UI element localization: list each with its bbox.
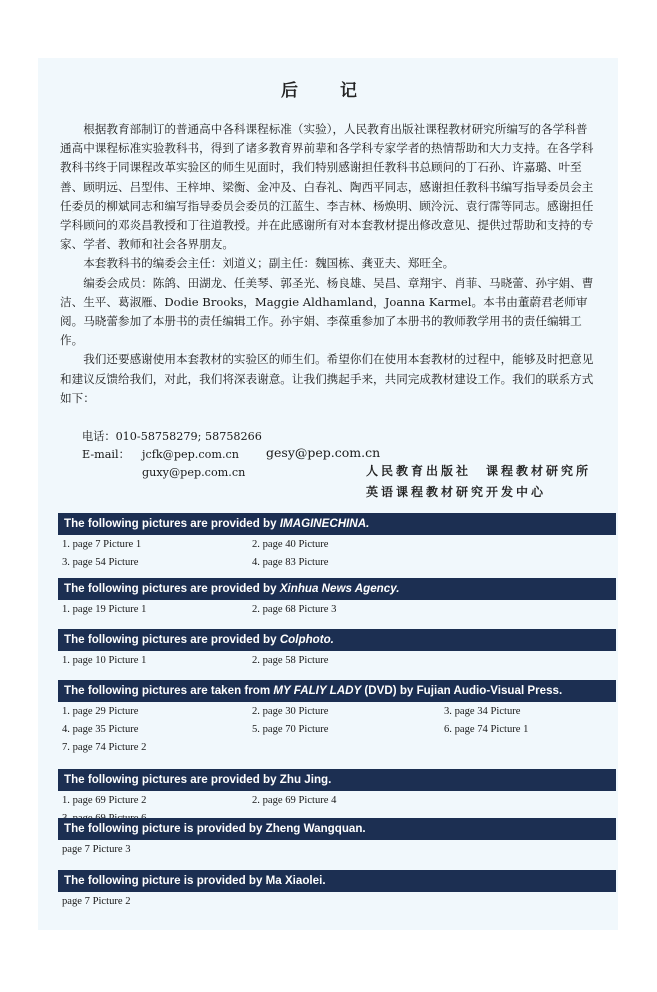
credit-source-name: Colphoto. — [279, 633, 334, 646]
credit-source-name: Xinhua News Agency. — [279, 582, 400, 595]
credit-item: 6. page 74 Picture 1 — [444, 724, 529, 735]
credit-banner — [58, 629, 616, 651]
credit-banner-text: The following picture is provided by Zheng Wangquan. — [64, 822, 366, 835]
credit-item: 4. page 83 Picture — [252, 557, 329, 568]
credit-item: 3. page 54 Picture — [62, 557, 139, 568]
credit-banner-text: The following pictures are taken from — [64, 684, 274, 697]
credit-item: page 7 Picture 3 — [62, 844, 131, 855]
credit-banner — [58, 513, 616, 535]
credit-item: page 7 Picture 2 — [62, 896, 131, 907]
credit-banner-text: The following pictures are provided by — [64, 582, 280, 595]
credit-item: 1. page 69 Picture 2 — [62, 795, 147, 806]
credit-item: 7. page 74 Picture 2 — [62, 742, 147, 753]
acknowledgement-text — [60, 120, 598, 408]
credit-item: 1. page 29 Picture — [62, 706, 139, 717]
credit-banner — [58, 578, 616, 600]
credit-item: 5. page 70 Picture — [252, 724, 329, 735]
credit-item: 3. page 34 Picture — [444, 706, 521, 717]
publisher-line-1: 人民教育出版社 课程教材研究所 — [366, 464, 592, 478]
credit-source-name: IMAGINECHINA. — [279, 517, 370, 530]
contact-email-3[interactable]: guxy@pep.com.cn — [142, 466, 246, 479]
credit-banner-text: The following picture is provided by Ma Xiaolei. — [64, 874, 326, 887]
credit-banner-suffix: (DVD) by Fujian Audio-Visual Press. — [361, 684, 563, 697]
credit-item: 2. page 58 Picture — [252, 655, 329, 666]
credit-item: 2. page 69 Picture 4 — [252, 795, 337, 806]
credit-banner — [58, 769, 616, 791]
credit-banner — [58, 870, 616, 892]
credit-item: 4. page 35 Picture — [62, 724, 139, 735]
credit-item: 1. page 7 Picture 1 — [62, 539, 142, 550]
credit-banner-text: The following pictures are provided by — [64, 517, 280, 530]
paragraph-thanks: 根据教育部制订的普通高中各科课程标准（实验），人民教育出版社课程教材研究所编写的各学科普通高中课程标准实验教科书，得到了诸多教育界前辈和各学科专家学者的热情帮助和大力支持。在各学科教科书终于同课程改革实验区的师生见面时，我们特别感谢担任教科书总顾问的丁石孙、许嘉璐、叶至善、顾明远、吕型伟、王梓坤、梁衡、金冲及、白春礼、陶西平同志，感谢担任教科书编写指导委员会主任委员的柳斌同志和编写指导委员会委员的江蓝生、李吉林、杨焕明、顾泠沅、袁行霈等同志。感谢担任学科顾问的邓炎昌教授和丁往道教授。并在此感谢所有对本套教材提出修改意见、提供过帮助和支持的专家、学者、教师和社会各界朋友。 — [60, 122, 594, 252]
paragraph-feedback: 我们还要感谢使用本套教材的实验区的师生们。希望你们在使用本套教材的过程中，能够及时把意见和建议反馈给我们，对此，我们将深表谢意。让我们携起手来，共同完成教材建设工作。我们的联系方式如下： — [60, 352, 594, 405]
credit-item: 2. page 68 Picture 3 — [252, 604, 337, 615]
credit-item: 1. page 10 Picture 1 — [62, 655, 147, 666]
contact-phone: 电话：010-58758279; 58758266 — [82, 430, 262, 443]
credit-item: 2. page 30 Picture — [252, 706, 329, 717]
credit-source-name: MY FALIY LADY — [273, 684, 362, 697]
credit-banner-text: The following pictures are provided by Zhu Jing. — [64, 773, 332, 786]
contact-email-1[interactable]: jcfk@pep.com.cn — [142, 448, 239, 461]
paragraph-board-members: 编委会成员：陈鸽、田湖龙、任美琴、郭圣光、杨良雄、吴昌、章翔宇、肖菲、马晓蕾、孙宇娟、曹洁、生平、葛淑雁、Dodie Brooks，Maggie Aldhamland，Joanna Karmel。本书由董蔚君老师审阅。马晓蕾参加了本册书的责任编辑工作。孙宇娟、李葆重参加了本册书的教师教学用书的责任编辑工作。 — [60, 275, 594, 348]
credit-banner — [58, 680, 616, 702]
credit-item: 2. page 40 Picture — [252, 539, 329, 550]
publisher-line-2: 英语课程教材研究开发中心 — [366, 485, 547, 499]
credit-item: 1. page 19 Picture 1 — [62, 604, 147, 615]
page-title: 后 记 — [281, 81, 375, 101]
document-page — [38, 58, 618, 930]
paragraph-editorial-board: 本套教科书的编委会主任：刘道义；副主任：魏国栋、龚亚夫、郑旺全。 — [83, 256, 455, 271]
credit-banner — [58, 818, 616, 840]
contact-email-label: E-mail： — [82, 448, 130, 461]
credit-banner-text: The following pictures are provided by — [64, 633, 280, 646]
contact-email-2[interactable]: gesy@pep.com.cn — [266, 445, 381, 460]
